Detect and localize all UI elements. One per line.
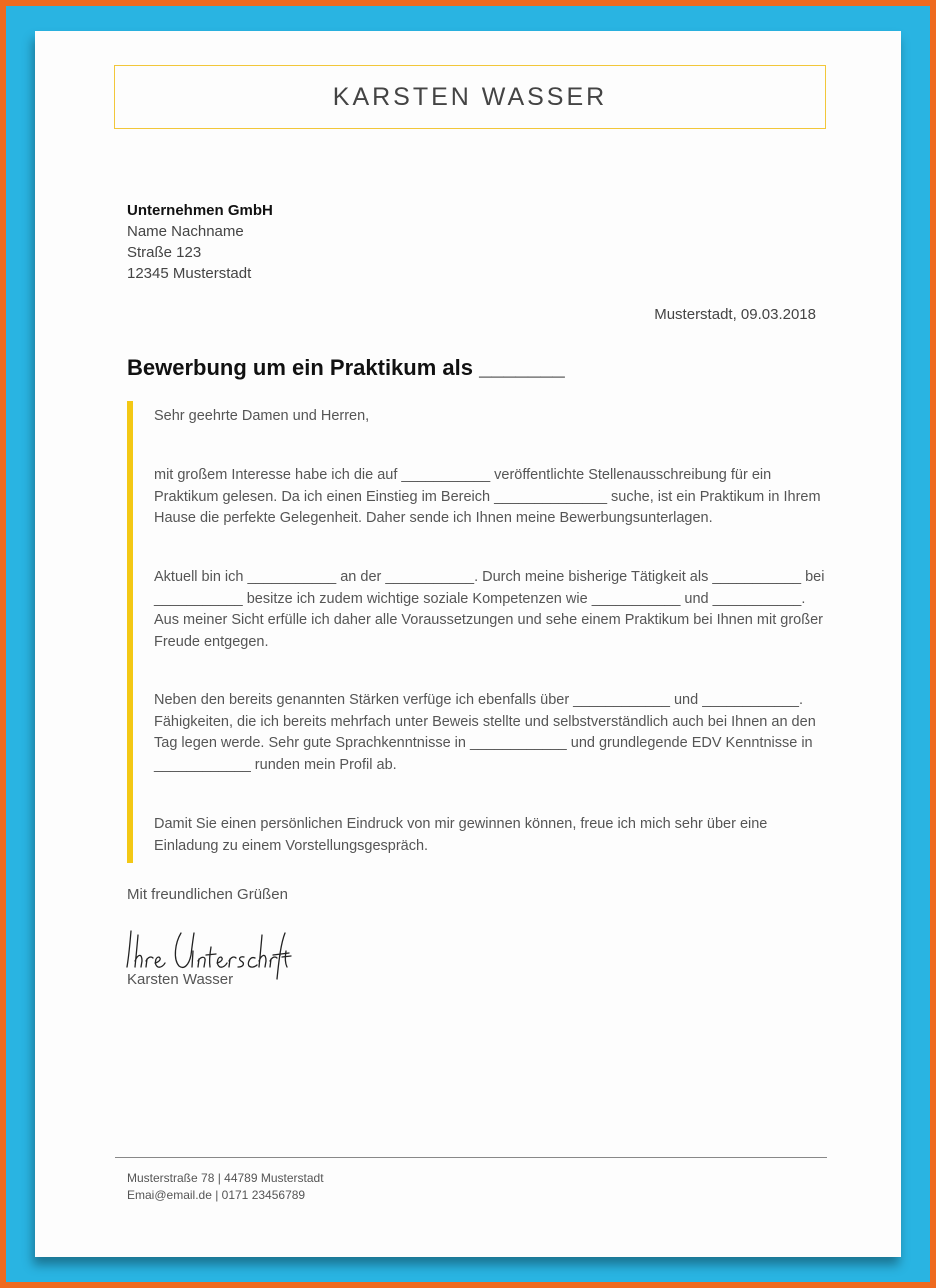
footer-contact bbox=[127, 1170, 324, 1204]
letter-body bbox=[127, 401, 825, 863]
body-paragraph-2: Aktuell bin ich ___________ an der ___________. Durch meine bisherige Tätigkeit als ___________ bei ___________ besitze ich zudem wichtige soziale Kompetenzen wie ___________ und ___________. Aus meiner Sicht erfülle ich daher alle Voraussetzungen und sehe einem Praktikum bei Ihnen mit großer Freude entgegen. bbox=[154, 569, 825, 650]
footer-divider bbox=[115, 1157, 827, 1158]
body-paragraph-4: Damit Sie einen persönlichen Eindruck von mir gewinnen können, freue ich mich sehr über eine Einladung zu einem Vorstellungsgespräch. bbox=[154, 816, 768, 854]
sender-name: KARSTEN WASSER bbox=[332, 82, 608, 111]
footer-address: Musterstraße 78 | 44789 Musterstadt bbox=[127, 1171, 324, 1185]
letter-page bbox=[35, 31, 901, 1257]
letter-subject: Bewerbung um ein Praktikum als _______ bbox=[127, 355, 565, 380]
signer-name: Karsten Wasser bbox=[127, 971, 234, 988]
recipient-address bbox=[127, 200, 273, 284]
salutation: Sehr geehrte Damen und Herren, bbox=[154, 408, 370, 424]
body-paragraph-3: Neben den bereits genannten Stärken verfüge ich ebenfalls über ____________ und ____________. Fähigkeiten, die ich bereits mehrfach unter Beweis stellte und selbstverständlich auch bei Ihnen an den Tag legen werde. Sehr gute Sprachkenntnisse in ____________ und grundlegende EDV Kenntnisse in ____________ runden mein Profil ab. bbox=[154, 692, 816, 773]
closing-greeting: Mit freundlichen Grüßen bbox=[127, 886, 288, 903]
recipient-street: Straße 123 bbox=[127, 244, 202, 261]
recipient-company: Unternehmen GmbH bbox=[127, 202, 273, 219]
recipient-contact: Name Nachname bbox=[127, 223, 244, 240]
footer-email-phone: Emai@email.de | 0171 23456789 bbox=[127, 1188, 306, 1202]
letter-date: Musterstadt, 09.03.2018 bbox=[654, 306, 816, 323]
recipient-city: 12345 Musterstadt bbox=[127, 265, 252, 282]
body-paragraph-1: mit großem Interesse habe ich die auf ___________ veröffentlichte Stellenausschreibung für ein Praktikum gelesen. Da ich einen Einstieg im Bereich ______________ suche, ist ein Praktikum in Ihrem Hause die perfekte Gelegenheit. Daher sende ich Ihnen meine Bewerbungsunterlagen. bbox=[154, 467, 821, 526]
sender-name-header bbox=[114, 65, 826, 129]
